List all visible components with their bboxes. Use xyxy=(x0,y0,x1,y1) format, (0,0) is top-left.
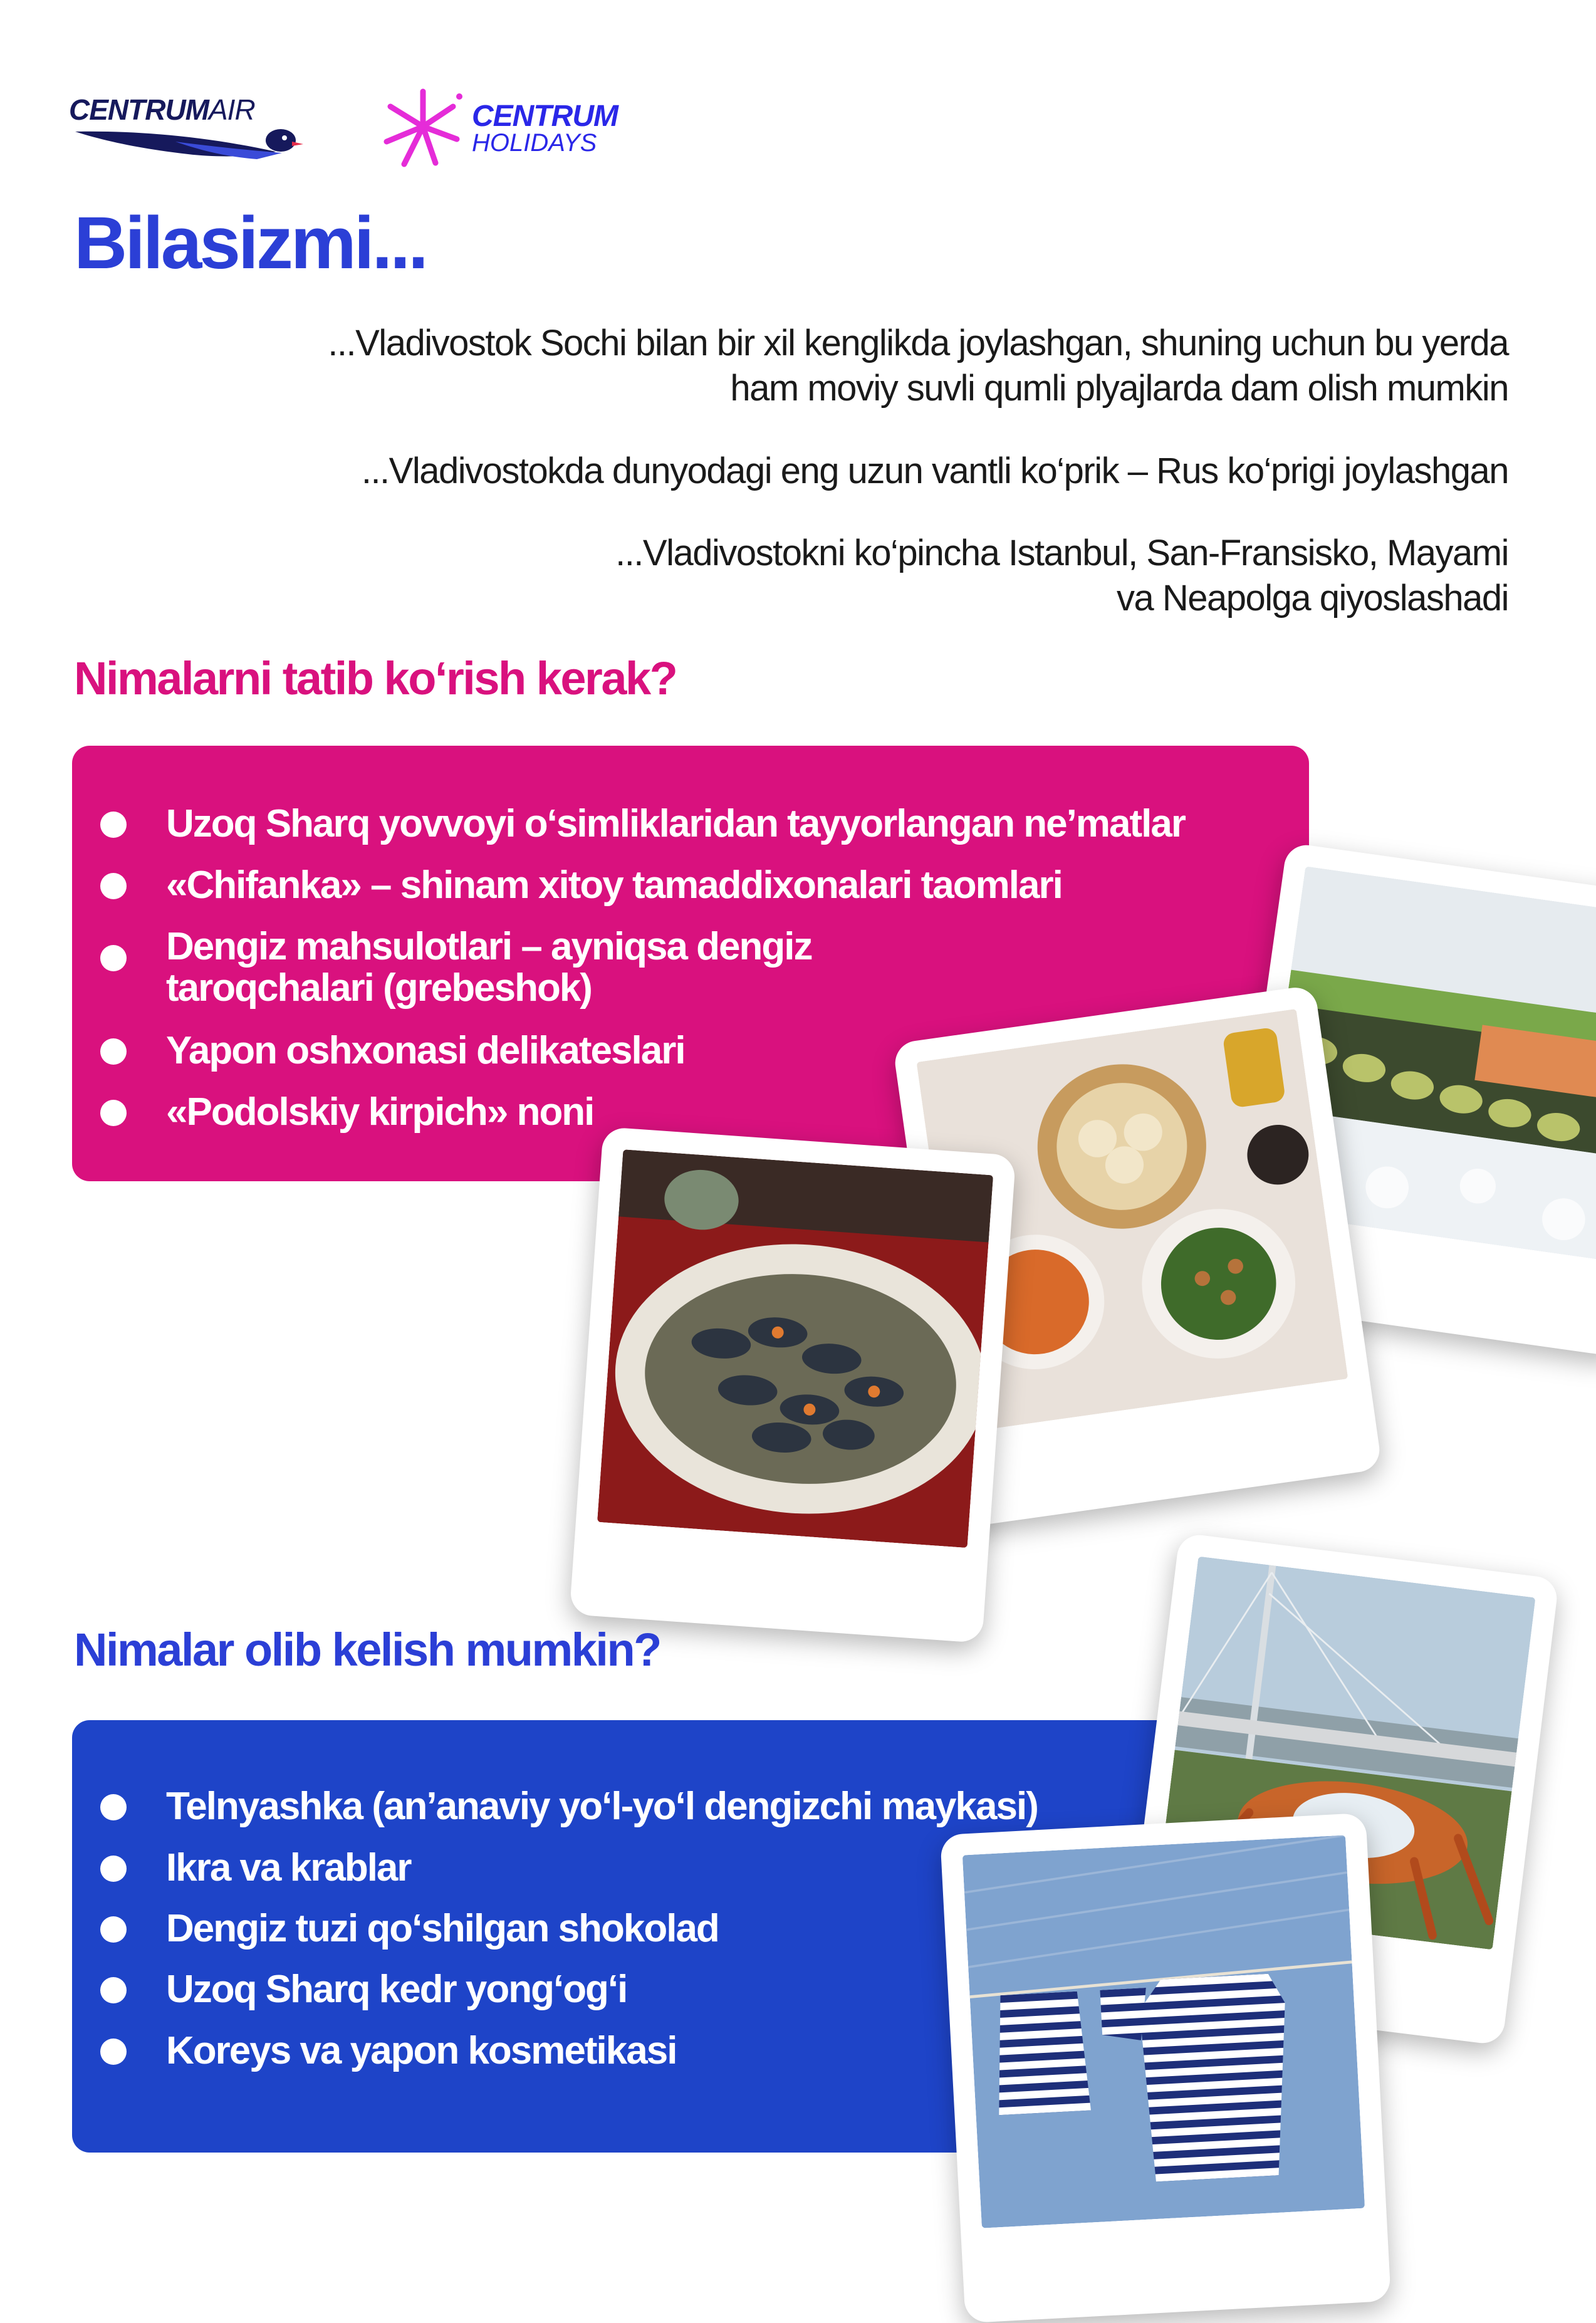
photo-telnyashka xyxy=(940,1813,1391,2323)
fact-2 xyxy=(67,449,1508,494)
taste-list-box: Uzoq Sharq yovvoyi o‘simliklaridan tayyorlangan ne’matlar «Chifanka» – shinam xitoy tamaddixonalari taomlari Dengiz mahsulotlari – ayniqsa dengiz taroqchalari (grebeshok) Yapon oshxonasi delikateslari «Podolskiy kirpich» noni xyxy=(72,746,1309,1181)
bullet-dot-icon xyxy=(100,1038,127,1065)
bullet-dot-icon xyxy=(100,1916,127,1943)
bring-list-box: Telnyashka (an’anaviy yo‘l-yo‘l dengizchi maykasi) Ikra va krablar Dengiz tuzi qo‘shilgan shokolad Uzoq Sharq kedr yong‘og‘i Koreys va yapon kosmetikasi xyxy=(72,1720,1309,2153)
bullet-dot-icon xyxy=(100,2038,127,2065)
fact-3-line1: ...Vladivostokni ko‘pincha Istanbul, San-Fransisko, Mayami xyxy=(615,533,1508,573)
bullet-dot-icon xyxy=(100,1977,127,2003)
centrum-air-swallow-logo-icon xyxy=(69,113,307,163)
centrum-holidays-star-logo-icon xyxy=(379,88,467,169)
fact-1-line2: ham moviy suvli qumli plyajlarda dam olish mumkin xyxy=(730,368,1508,409)
bullet-dot-icon xyxy=(100,1794,127,1820)
page-title: Bilasizmi... xyxy=(74,202,426,285)
centrum-air-logo xyxy=(69,88,307,163)
centrum-air-logo-light: AIR xyxy=(208,93,255,126)
bullet-dot-icon xyxy=(100,945,127,971)
fact-2-line1: ...Vladivostokda dunyodagi eng uzun vantli ko‘prik – Rus ko‘prigi joylashgan xyxy=(361,451,1508,491)
bullet-dot-icon xyxy=(100,873,127,899)
fact-1-line1: ...Vladivostok Sochi bilan bir xil kenglikda joylashgan, shuning uchun bu yerda xyxy=(328,323,1508,363)
photo-mussels xyxy=(570,1127,1016,1643)
centrum-holidays-logo xyxy=(379,88,667,169)
bullet-dot-icon xyxy=(100,812,127,838)
centrum-holidays-logo-line1: CENTRUM xyxy=(472,100,618,133)
centrum-holidays-logo-line2: HOLIDAYS xyxy=(472,129,597,157)
bullet-dot-icon xyxy=(100,1856,127,1882)
fact-3-line2: va Neapolga qiyoslashadi xyxy=(1117,578,1508,619)
section-heading-taste: Nimalarni tatib ko‘rish kerak? xyxy=(74,652,677,704)
centrum-air-logo-bold: CENTRUM xyxy=(69,93,209,126)
fact-3 xyxy=(67,531,1508,621)
fact-1 xyxy=(67,321,1508,411)
bullet-dot-icon xyxy=(100,1100,127,1126)
section-heading-bring: Nimalar olib kelish mumkin? xyxy=(74,1624,660,1676)
